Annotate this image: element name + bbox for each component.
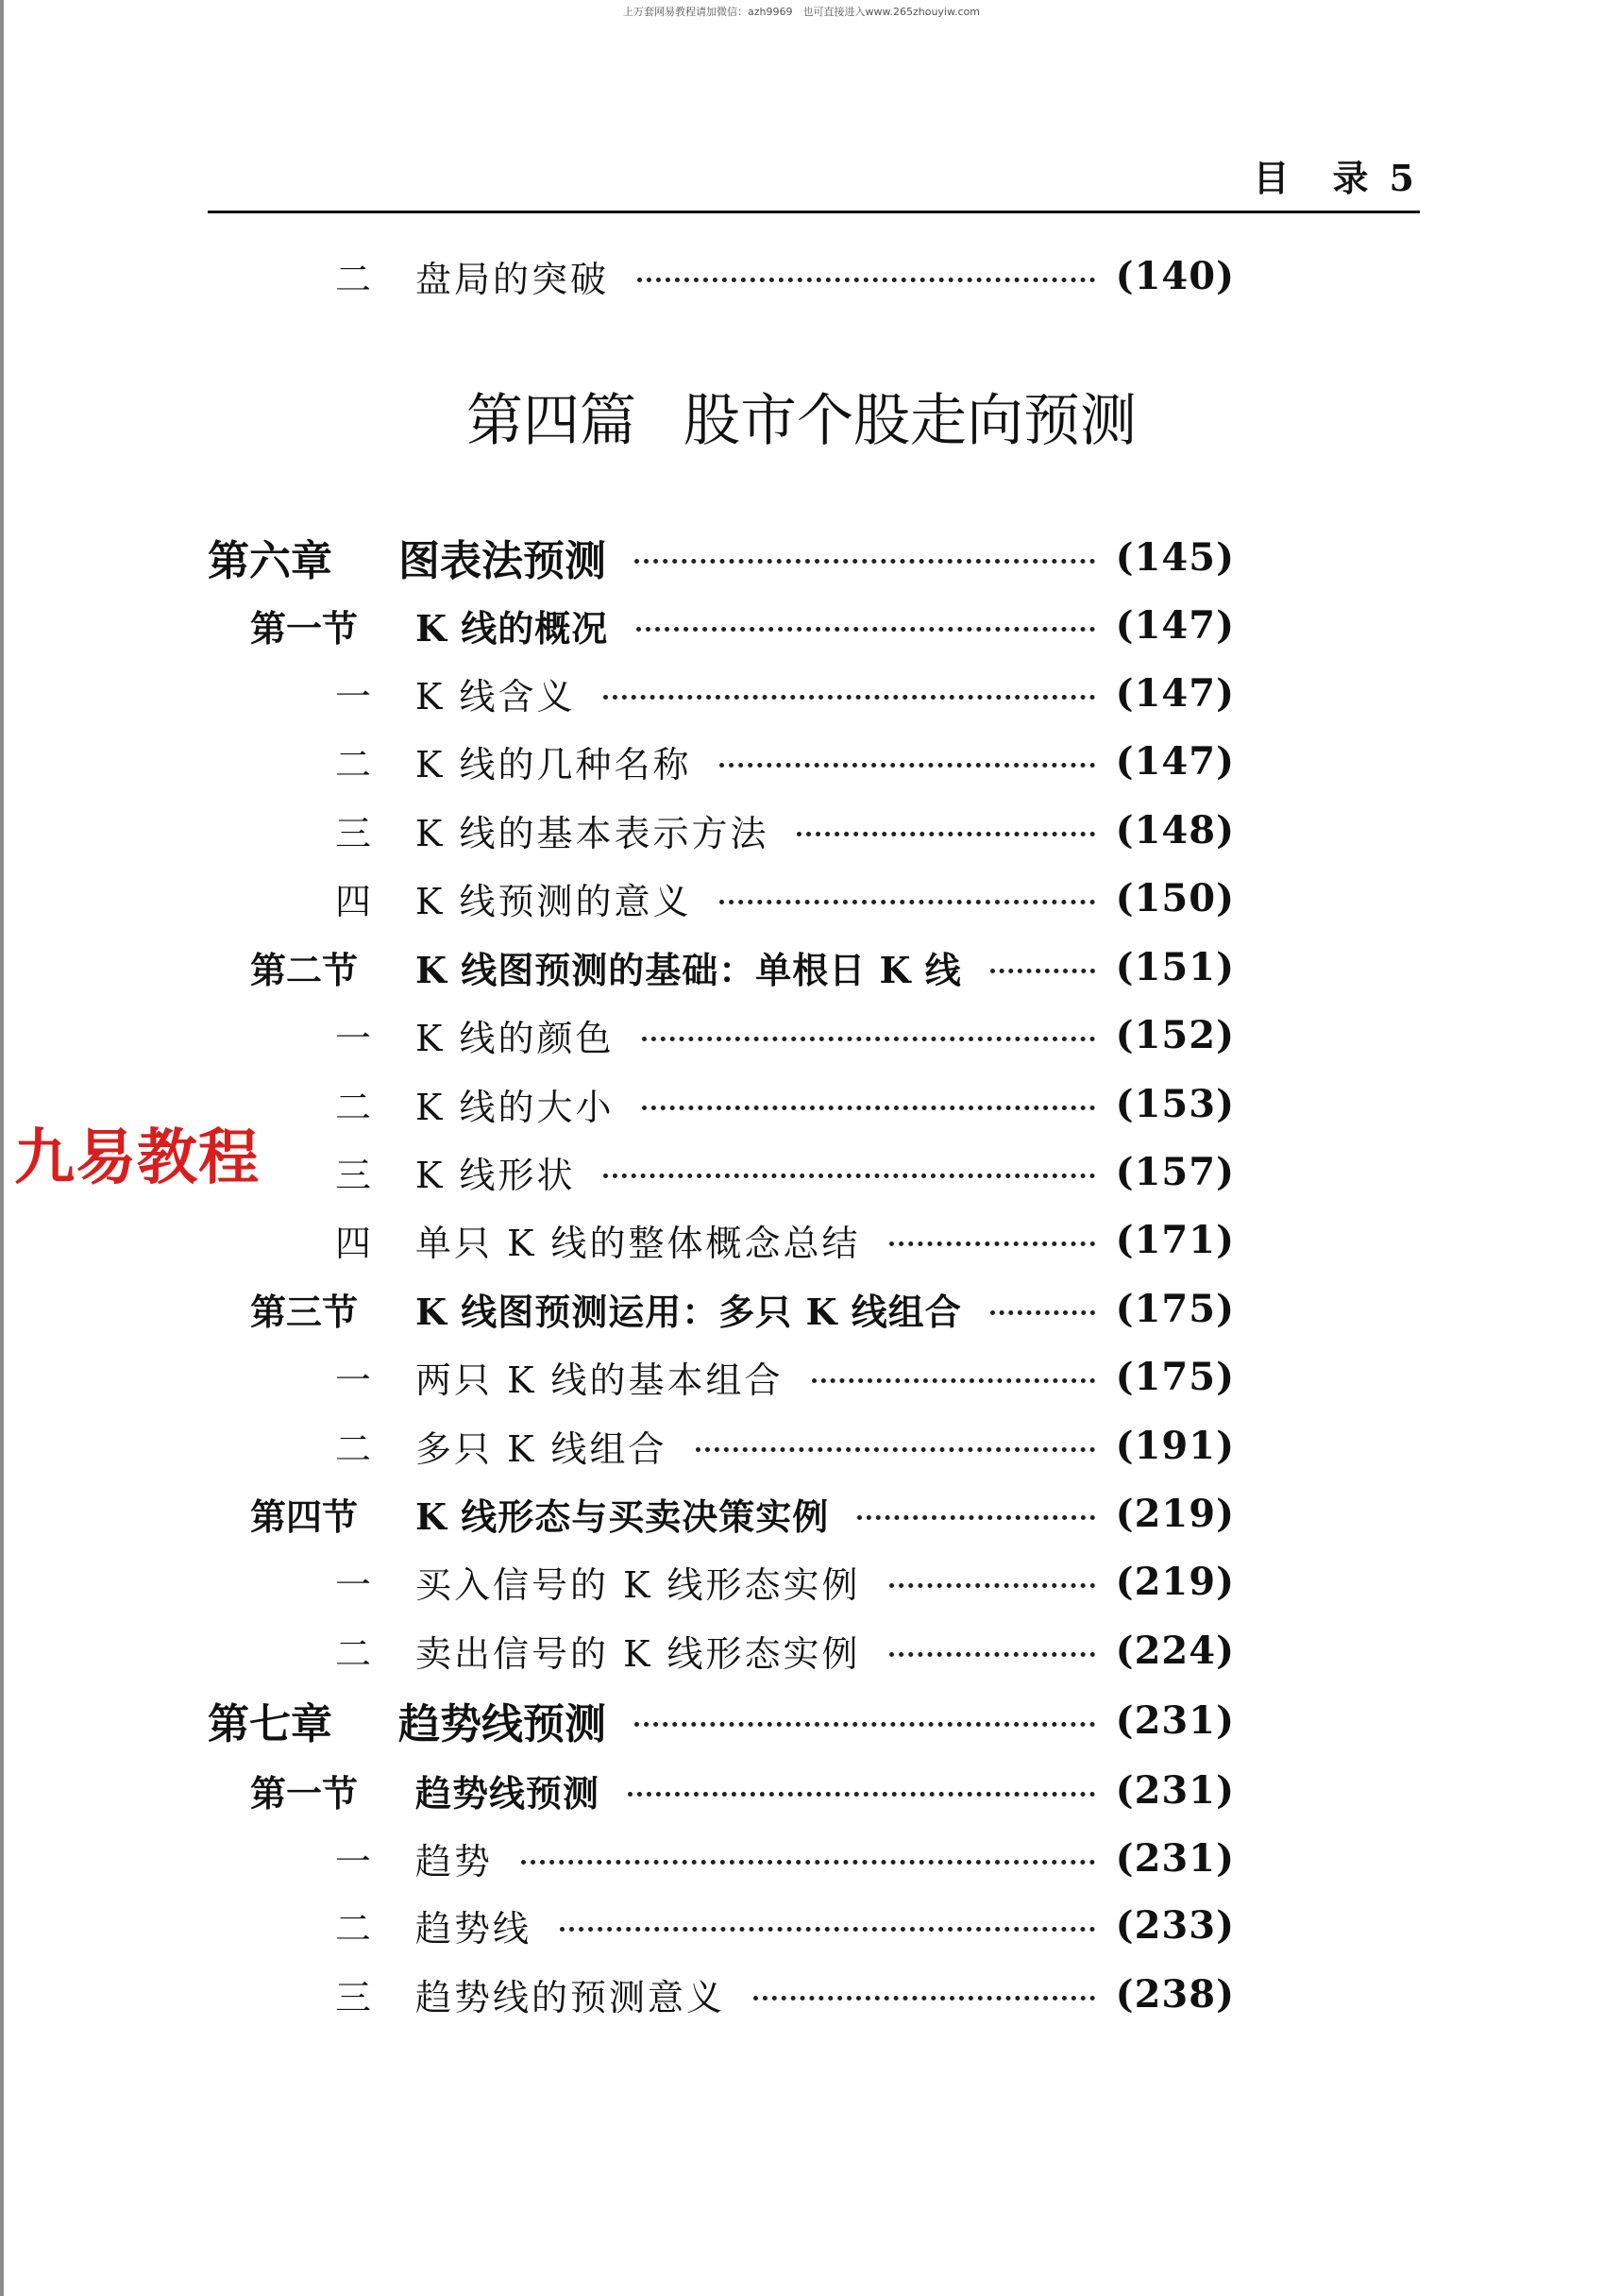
toc-entry-page: (151) xyxy=(1115,944,1235,989)
toc-entry-number: 二 xyxy=(335,1086,372,1128)
toc-entry-item xyxy=(0,665,1420,721)
toc-entry-number: 一 xyxy=(335,675,372,718)
toc-entry-number: 第六章 xyxy=(208,537,332,585)
toc-dot-leader xyxy=(603,1173,1095,1178)
toc-entry-number: 二 xyxy=(335,1427,372,1470)
toc-dot-leader xyxy=(753,1996,1095,2001)
running-head-title: 目 录 xyxy=(1253,157,1373,199)
toc-entry-item xyxy=(0,1348,1420,1405)
toc-dot-leader xyxy=(889,1241,1095,1246)
running-head xyxy=(1254,149,1418,201)
toc-dot-leader xyxy=(696,1447,1095,1452)
toc-dot-leader xyxy=(628,1792,1095,1797)
part-title-label: 第四篇 xyxy=(466,388,636,454)
part-title-text: 股市个股走向预测 xyxy=(683,388,1137,454)
toc-entry-number: 三 xyxy=(335,1154,372,1196)
toc-entry-title: K 线含义 xyxy=(415,675,576,718)
watermark: 九易教程 xyxy=(14,1123,260,1193)
toc-dot-leader xyxy=(603,695,1095,700)
toc-entry-title: 单只 K 线的整体概念总结 xyxy=(415,1222,861,1264)
toc-dot-leader xyxy=(636,627,1095,632)
toc-entry-page: (147) xyxy=(1115,738,1235,784)
toc-entry-item xyxy=(0,733,1420,789)
top-note: 上万套网易教程请加微信：azh9969 也可直接进入www.265zhouyiw.com xyxy=(623,6,980,18)
toc-entry-item xyxy=(0,247,1420,304)
toc-entry-number: 第一节 xyxy=(250,1771,359,1815)
toc-entry-page: (153) xyxy=(1115,1081,1235,1126)
toc-dot-leader xyxy=(719,900,1095,904)
toc-entry-chapter xyxy=(0,529,1420,585)
toc-entry-title: 买入信号的 K 线形态实例 xyxy=(415,1563,861,1606)
toc-entry-number: 三 xyxy=(335,812,372,854)
toc-entry-page: (152) xyxy=(1115,1012,1235,1057)
toc-dot-leader xyxy=(857,1515,1095,1520)
toc-entry-page: (148) xyxy=(1115,807,1235,853)
toc-entry-title: 盘局的突破 xyxy=(415,258,610,300)
toc-entry-item xyxy=(0,1006,1420,1063)
toc-entry-number: 第四节 xyxy=(250,1494,359,1538)
toc-entry-title: K 线预测的意义 xyxy=(415,880,692,922)
toc-entry-page: (238) xyxy=(1115,1971,1235,2017)
toc-entry-page: (147) xyxy=(1115,602,1235,648)
toc-entry-title: 趋势线预测 xyxy=(415,1771,600,1815)
toc-dot-leader xyxy=(889,1583,1095,1588)
toc-entry-item xyxy=(0,1553,1420,1610)
toc-entry-number: 一 xyxy=(335,1359,372,1401)
toc-entry-item xyxy=(0,1143,1420,1200)
toc-entry-page: (231) xyxy=(1115,1767,1235,1813)
toc-entry-page: (219) xyxy=(1115,1491,1235,1536)
toc-dot-leader xyxy=(812,1378,1095,1383)
toc-entry-number: 三 xyxy=(335,1976,372,2018)
toc-entry-title: 趋势线的预测意义 xyxy=(415,1976,726,2018)
toc-dot-leader xyxy=(719,763,1095,768)
toc-entry-section xyxy=(0,597,1420,653)
toc-dot-leader xyxy=(634,1722,1095,1727)
toc-dot-leader xyxy=(637,278,1095,282)
toc-entry-item xyxy=(0,1622,1420,1679)
toc-entry-title: K 线的颜色 xyxy=(415,1017,615,1059)
toc-entry-page: (219) xyxy=(1115,1559,1235,1604)
toc-entry-title: K 线的大小 xyxy=(415,1086,615,1128)
toc-entry-item xyxy=(0,869,1420,926)
toc-entry-page: (231) xyxy=(1115,1835,1235,1881)
toc-entry-page: (140) xyxy=(1115,253,1235,298)
toc-dot-leader xyxy=(990,969,1095,973)
toc-entry-item xyxy=(0,1075,1420,1132)
toc-entry-title: 趋势线预测 xyxy=(398,1700,606,1748)
toc-entry-number: 一 xyxy=(335,1563,372,1606)
toc-entry-item xyxy=(0,1211,1420,1268)
toc-entry-page: (175) xyxy=(1115,1286,1235,1331)
toc-entry-page: (191) xyxy=(1115,1423,1235,1468)
toc-entry-number: 第一节 xyxy=(250,606,359,650)
toc-entry-number: 四 xyxy=(335,880,372,922)
toc-entry-number: 一 xyxy=(335,1840,372,1882)
toc-entry-section xyxy=(0,1280,1420,1337)
toc-dot-leader xyxy=(634,559,1095,564)
toc-dot-leader xyxy=(521,1860,1095,1865)
toc-dot-leader xyxy=(560,1927,1095,1932)
toc-entry-section xyxy=(0,1762,1420,1818)
toc-entry-page: (171) xyxy=(1115,1217,1235,1262)
toc-entry-number: 第二节 xyxy=(250,948,359,991)
toc-dot-leader xyxy=(990,1310,1095,1315)
toc-dot-leader xyxy=(642,1106,1095,1110)
header-rule xyxy=(208,211,1420,213)
toc-entry-title: K 线图预测运用：多只 K 线组合 xyxy=(415,1290,962,1333)
toc-entry-title: K 线的几种名称 xyxy=(415,743,692,785)
toc-entry-chapter xyxy=(0,1692,1420,1748)
toc-entry-number: 第三节 xyxy=(250,1290,359,1333)
toc-entry-title: K 线形状 xyxy=(415,1154,576,1196)
toc-entry-item xyxy=(0,802,1420,858)
toc-entry-number: 第七章 xyxy=(208,1700,332,1748)
toc-entry-page: (145) xyxy=(1115,534,1235,580)
toc-entry-page: (157) xyxy=(1115,1149,1235,1194)
toc-entry-item xyxy=(0,1897,1420,1953)
part-title xyxy=(0,376,1603,457)
toc-entry-number: 二 xyxy=(335,258,372,300)
toc-entry-number: 二 xyxy=(335,743,372,785)
toc-dot-leader xyxy=(797,832,1095,836)
toc-entry-number: 二 xyxy=(335,1632,372,1675)
toc-entry-page: (175) xyxy=(1115,1354,1235,1399)
toc-entry-section xyxy=(0,938,1420,995)
toc-entry-title: 卖出信号的 K 线形态实例 xyxy=(415,1632,861,1675)
toc-entry-title: 趋势 xyxy=(415,1840,494,1882)
toc-dot-leader xyxy=(889,1652,1095,1657)
toc-dot-leader xyxy=(642,1037,1095,1041)
toc-entry-section xyxy=(0,1485,1420,1542)
toc-entry-title: 趋势线 xyxy=(415,1907,532,1950)
toc-entry-page: (224) xyxy=(1115,1628,1235,1673)
toc-entry-page: (231) xyxy=(1115,1697,1235,1743)
toc-entry-title: 两只 K 线的基本组合 xyxy=(415,1359,784,1401)
toc-entry-title: 多只 K 线组合 xyxy=(415,1427,667,1470)
toc-entry-number: 四 xyxy=(335,1222,372,1264)
toc-entry-title: K 线的概况 xyxy=(415,606,609,650)
toc-entry-page: (150) xyxy=(1115,875,1235,920)
toc-entry-item xyxy=(0,1830,1420,1886)
toc-entry-title: 图表法预测 xyxy=(398,537,606,585)
toc-entry-title: K 线的基本表示方法 xyxy=(415,812,769,854)
running-head-page-number: 5 xyxy=(1389,157,1418,199)
toc-entry-number: 二 xyxy=(335,1907,372,1950)
toc-entry-title: K 线图预测的基础：单根日 K 线 xyxy=(415,948,962,991)
toc-entry-number: 一 xyxy=(335,1017,372,1059)
toc-entry-title: K 线形态与买卖决策实例 xyxy=(415,1494,830,1538)
toc-entry-item xyxy=(0,1417,1420,1474)
toc-entry-item xyxy=(0,1966,1420,2022)
toc-entry-page: (233) xyxy=(1115,1902,1235,1948)
toc-entry-page: (147) xyxy=(1115,670,1235,716)
